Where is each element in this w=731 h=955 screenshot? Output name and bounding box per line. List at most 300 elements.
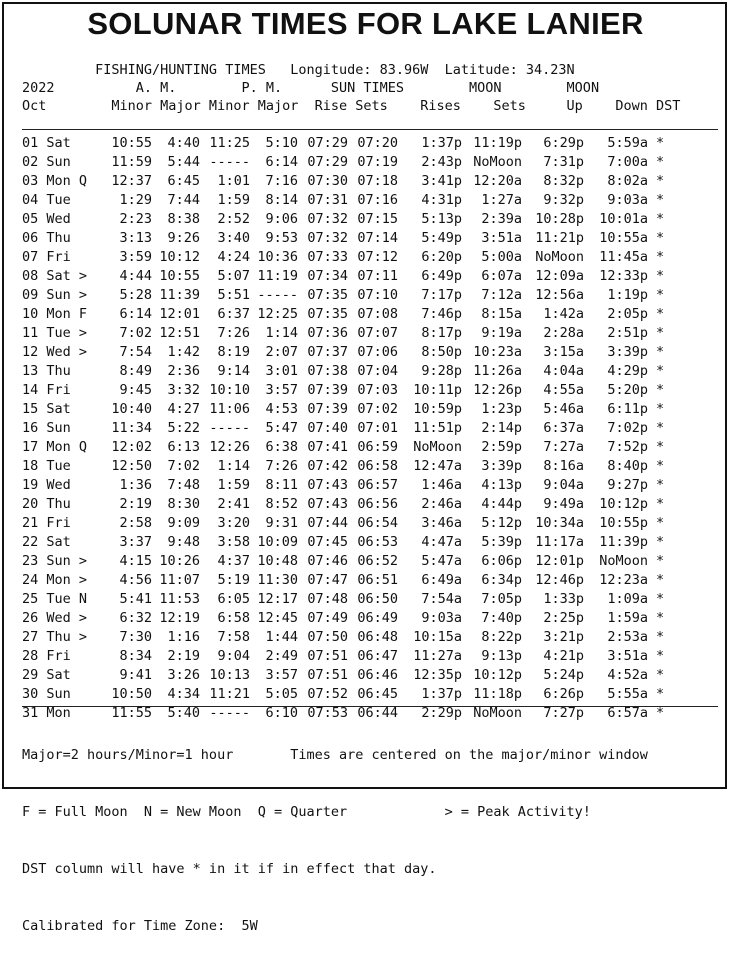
moon-set-cell: 11:26a: [473, 363, 522, 379]
dst-cell: *: [656, 705, 665, 721]
dst-cell: *: [656, 610, 665, 626]
moon-set-cell: 12:26p: [473, 382, 522, 398]
pm-major-cell: 8:52: [265, 496, 298, 512]
moon-up-cell: 6:26p: [543, 686, 584, 702]
moon-up-cell: 2:28a: [543, 325, 584, 341]
pm-minor-cell: 12:26: [209, 439, 250, 455]
date-cell: 01 Sat: [22, 135, 88, 151]
sun-set-cell: 07:16: [357, 192, 398, 208]
moon-rise-cell: 6:20p: [421, 249, 462, 265]
sun-set-cell: 07:18: [357, 173, 398, 189]
am-minor-cell: 6:32: [119, 610, 152, 626]
moon-up-cell: 5:46a: [543, 401, 584, 417]
sun-rise-cell: 07:40: [307, 420, 348, 436]
pm-minor-cell: 5:51: [217, 287, 250, 303]
moon-rise-cell: 6:49p: [421, 268, 462, 284]
moon-set-cell: 4:44p: [481, 496, 522, 512]
sun-rise-cell: 07:38: [307, 363, 348, 379]
sun-set-cell: 06:51: [357, 572, 398, 588]
moon-down-cell: 7:52p: [607, 439, 648, 455]
sun-rise-cell: 07:32: [307, 230, 348, 246]
dst-cell: *: [656, 192, 665, 208]
moon-rise-cell: 12:47a: [413, 458, 462, 474]
pm-minor-cell: 3:40: [217, 230, 250, 246]
moon-rise-cell: 9:03a: [421, 610, 462, 626]
date-cell: 25 Tue N: [22, 591, 88, 607]
date-cell: 17 Mon Q: [22, 439, 88, 455]
moon-up-cell: 7:31p: [543, 154, 584, 170]
moon-up-cell: 3:21p: [543, 629, 584, 645]
am-minor-cell: 4:44: [119, 268, 152, 284]
moon-up-cell: 3:15a: [543, 344, 584, 360]
pm-major-cell: 5:10: [265, 135, 298, 151]
moon-down-cell: 1:59a: [607, 610, 648, 626]
moon-down-cell: 2:53a: [607, 629, 648, 645]
pm-minor-cell: 1:59: [217, 477, 250, 493]
pm-major-cell: 10:36: [257, 249, 298, 265]
sun-set-cell: 06:54: [357, 515, 398, 531]
am-minor-cell: 3:13: [119, 230, 152, 246]
moon-set-cell: 11:18p: [473, 686, 522, 702]
sun-set-cell: 07:14: [357, 230, 398, 246]
sun-set-cell: 06:46: [357, 667, 398, 683]
pm-major-cell: 2:49: [265, 648, 298, 664]
am-major-cell: 6:45: [167, 173, 200, 189]
am-minor-cell: 7:02: [119, 325, 152, 341]
moon-down-cell: 5:59a: [607, 135, 648, 151]
date-cell: 22 Sat: [22, 534, 88, 550]
pm-minor-cell: 6:05: [217, 591, 250, 607]
pm-major-cell: 3:01: [265, 363, 298, 379]
dst-cell: *: [656, 515, 665, 531]
pm-major-cell: 1:44: [265, 629, 298, 645]
moon-down-cell: 10:01a: [599, 211, 648, 227]
pm-major-cell: 12:45: [257, 610, 298, 626]
sun-set-cell: 07:11: [357, 268, 398, 284]
moon-down-cell: 5:20p: [607, 382, 648, 398]
am-major-cell: 3:26: [167, 667, 200, 683]
am-minor-cell: 1:36: [119, 477, 152, 493]
pm-minor-cell: 7:58: [217, 629, 250, 645]
moon-set-cell: 7:12a: [481, 287, 522, 303]
dst-cell: *: [656, 173, 665, 189]
dst-cell: *: [656, 287, 665, 303]
moon-rise-cell: 3:41p: [421, 173, 462, 189]
moon-rise-cell: 11:51p: [413, 420, 462, 436]
legend-line-major-minor: Major=2 hours/Minor=1 hour Times are centered on the major/minor window: [22, 747, 648, 763]
sun-rise-cell: 07:32: [307, 211, 348, 227]
date-cell: 13 Thu: [22, 363, 88, 379]
am-major-cell: 7:44: [167, 192, 200, 208]
am-minor-cell: 9:45: [119, 382, 152, 398]
dst-cell: *: [656, 230, 665, 246]
pm-major-cell: 7:26: [265, 458, 298, 474]
legend: [22, 708, 648, 955]
moon-set-cell: 1:27a: [481, 192, 522, 208]
am-minor-cell: 4:15: [119, 553, 152, 569]
moon-rise-cell: 7:17p: [421, 287, 462, 303]
moon-set-cell: 1:23p: [481, 401, 522, 417]
moon-set-cell: 8:22p: [481, 629, 522, 645]
pm-minor-cell: 4:37: [217, 553, 250, 569]
sun-set-cell: 07:07: [357, 325, 398, 341]
moon-set-cell: 7:05p: [481, 591, 522, 607]
pm-minor-cell: 7:26: [217, 325, 250, 341]
date-cell: 05 Wed: [22, 211, 88, 227]
moon-up-cell: 2:25p: [543, 610, 584, 626]
moon-rise-cell: 3:46a: [421, 515, 462, 531]
date-cell: 20 Thu: [22, 496, 88, 512]
dst-cell: *: [656, 249, 665, 265]
pm-minor-cell: 10:10: [209, 382, 250, 398]
am-minor-cell: 10:50: [111, 686, 152, 702]
date-cell: 14 Fri: [22, 382, 88, 398]
am-major-cell: 12:19: [159, 610, 200, 626]
pm-minor-cell: 10:13: [209, 667, 250, 683]
am-major-cell: 5:40: [167, 705, 200, 721]
moon-up-cell: 4:21p: [543, 648, 584, 664]
moon-up-cell: 10:34a: [535, 515, 584, 531]
am-minor-cell: 11:59: [111, 154, 152, 170]
am-major-cell: 11:39: [159, 287, 200, 303]
moon-down-cell: 6:57a: [607, 705, 648, 721]
pm-major-cell: 12:17: [257, 591, 298, 607]
pm-minor-cell: 3:20: [217, 515, 250, 531]
moon-up-cell: 9:49a: [543, 496, 584, 512]
date-cell: 28 Fri: [22, 648, 88, 664]
sun-rise-cell: 07:51: [307, 648, 348, 664]
sun-set-cell: 07:06: [357, 344, 398, 360]
sun-rise-cell: 07:51: [307, 667, 348, 683]
moon-up-cell: 11:21p: [535, 230, 584, 246]
sun-set-cell: 06:58: [357, 458, 398, 474]
pm-minor-cell: 1:01: [217, 173, 250, 189]
dst-cell: *: [656, 363, 665, 379]
moon-up-cell: 4:04a: [543, 363, 584, 379]
sun-rise-cell: 07:50: [307, 629, 348, 645]
date-cell: 21 Fri: [22, 515, 88, 531]
sun-set-cell: 06:53: [357, 534, 398, 550]
moon-up-cell: 1:42a: [543, 306, 584, 322]
moon-down-cell: 4:29p: [607, 363, 648, 379]
date-cell: 03 Mon Q: [22, 173, 88, 189]
moon-down-cell: NoMoon: [599, 553, 648, 569]
legend-line-moon-codes: F = Full Moon N = New Moon Q = Quarter > = Peak Activity!: [22, 804, 591, 820]
moon-rise-cell: 8:50p: [421, 344, 462, 360]
moon-down-cell: 9:27p: [607, 477, 648, 493]
moon-set-cell: 5:00a: [481, 249, 522, 265]
sun-set-cell: 06:52: [357, 553, 398, 569]
am-minor-cell: 8:34: [119, 648, 152, 664]
moon-set-cell: 6:06p: [481, 553, 522, 569]
moon-rise-cell: 5:47a: [421, 553, 462, 569]
am-minor-cell: 6:14: [119, 306, 152, 322]
sun-set-cell: 07:01: [357, 420, 398, 436]
sun-rise-cell: 07:53: [307, 705, 348, 721]
dst-cell: *: [656, 325, 665, 341]
sun-set-cell: 06:57: [357, 477, 398, 493]
pm-minor-cell: 3:58: [217, 534, 250, 550]
dst-cell: *: [656, 135, 665, 151]
moon-up-cell: 8:16a: [543, 458, 584, 474]
sun-rise-cell: 07:29: [307, 135, 348, 151]
sun-set-cell: 06:56: [357, 496, 398, 512]
moon-set-cell: 5:39p: [481, 534, 522, 550]
moon-set-cell: 9:13p: [481, 648, 522, 664]
moon-rise-cell: 1:46a: [421, 477, 462, 493]
am-minor-cell: 7:54: [119, 344, 152, 360]
sun-rise-cell: 07:31: [307, 192, 348, 208]
moon-down-cell: 11:45a: [599, 249, 648, 265]
sun-rise-cell: 07:43: [307, 496, 348, 512]
sun-set-cell: 07:12: [357, 249, 398, 265]
am-minor-cell: 9:41: [119, 667, 152, 683]
am-minor-cell: 3:37: [119, 534, 152, 550]
moon-down-cell: 12:23a: [599, 572, 648, 588]
date-cell: 06 Thu: [22, 230, 88, 246]
am-major-cell: 7:48: [167, 477, 200, 493]
date-cell: 04 Tue: [22, 192, 88, 208]
sun-set-cell: 07:19: [357, 154, 398, 170]
dst-cell: *: [656, 401, 665, 417]
sun-set-cell: 07:10: [357, 287, 398, 303]
date-cell: 15 Sat: [22, 401, 88, 417]
sun-rise-cell: 07:36: [307, 325, 348, 341]
am-major-cell: 5:44: [167, 154, 200, 170]
moon-rise-cell: 11:27a: [413, 648, 462, 664]
moon-up-cell: 9:32p: [543, 192, 584, 208]
am-minor-cell: 2:58: [119, 515, 152, 531]
moon-rise-cell: 9:28p: [421, 363, 462, 379]
dst-cell: *: [656, 496, 665, 512]
sun-rise-cell: 07:37: [307, 344, 348, 360]
pm-major-cell: 7:16: [265, 173, 298, 189]
pm-minor-cell: 2:52: [217, 211, 250, 227]
date-cell: 27 Thu >: [22, 629, 88, 645]
sun-rise-cell: 07:39: [307, 382, 348, 398]
moon-down-cell: 3:39p: [607, 344, 648, 360]
sun-rise-cell: 07:35: [307, 287, 348, 303]
am-major-cell: 6:13: [167, 439, 200, 455]
moon-set-cell: 10:12p: [473, 667, 522, 683]
dst-cell: *: [656, 211, 665, 227]
date-cell: 12 Wed >: [22, 344, 88, 360]
moon-up-cell: 4:55a: [543, 382, 584, 398]
am-major-cell: 10:26: [159, 553, 200, 569]
moon-rise-cell: 10:59p: [413, 401, 462, 417]
pm-major-cell: 10:09: [257, 534, 298, 550]
moon-up-cell: 8:32p: [543, 173, 584, 189]
moon-down-cell: 9:03a: [607, 192, 648, 208]
pm-major-cell: 5:05: [265, 686, 298, 702]
moon-up-cell: 11:17a: [535, 534, 584, 550]
moon-rise-cell: 5:13p: [421, 211, 462, 227]
date-cell: 09 Sun >: [22, 287, 88, 303]
moon-down-cell: 10:55p: [599, 515, 648, 531]
am-major-cell: 4:27: [167, 401, 200, 417]
moon-rise-cell: 1:37p: [421, 686, 462, 702]
pm-major-cell: 8:11: [265, 477, 298, 493]
pm-minor-cell: 11:06: [209, 401, 250, 417]
moon-set-cell: 11:19p: [473, 135, 522, 151]
am-minor-cell: 10:55: [111, 135, 152, 151]
moon-down-cell: 7:00a: [607, 154, 648, 170]
moon-set-cell: 4:13p: [481, 477, 522, 493]
page-title: SOLUNAR TIMES FOR LAKE LANIER: [87, 6, 644, 41]
dst-cell: *: [656, 477, 665, 493]
moon-rise-cell: 2:43p: [421, 154, 462, 170]
moon-down-cell: 8:02a: [607, 173, 648, 189]
am-major-cell: 2:36: [167, 363, 200, 379]
am-minor-cell: 10:40: [111, 401, 152, 417]
pm-minor-cell: 5:07: [217, 268, 250, 284]
sun-rise-cell: 07:42: [307, 458, 348, 474]
pm-major-cell: 5:47: [265, 420, 298, 436]
moon-down-cell: 11:39p: [599, 534, 648, 550]
date-cell: 24 Mon >: [22, 572, 88, 588]
moon-rise-cell: 5:49p: [421, 230, 462, 246]
pm-minor-cell: 8:19: [217, 344, 250, 360]
sun-rise-cell: 07:47: [307, 572, 348, 588]
moon-up-cell: 12:01p: [535, 553, 584, 569]
dst-cell: *: [656, 420, 665, 436]
date-cell: 02 Sun: [22, 154, 88, 170]
date-cell: 29 Sat: [22, 667, 88, 683]
moon-down-cell: 7:02p: [607, 420, 648, 436]
pm-major-cell: 3:57: [265, 382, 298, 398]
moon-up-cell: 9:04a: [543, 477, 584, 493]
pm-minor-cell: 9:14: [217, 363, 250, 379]
am-major-cell: 1:42: [167, 344, 200, 360]
moon-set-cell: 2:59p: [481, 439, 522, 455]
moon-up-cell: 12:09a: [535, 268, 584, 284]
moon-set-cell: 9:19a: [481, 325, 522, 341]
moon-down-cell: 6:11p: [607, 401, 648, 417]
am-major-cell: 4:40: [167, 135, 200, 151]
pm-minor-cell: 6:37: [217, 306, 250, 322]
moon-set-cell: 7:40p: [481, 610, 522, 626]
am-minor-cell: 1:29: [119, 192, 152, 208]
sun-rise-cell: 07:43: [307, 477, 348, 493]
am-minor-cell: 4:56: [119, 572, 152, 588]
sun-rise-cell: 07:30: [307, 173, 348, 189]
moon-set-cell: 6:07a: [481, 268, 522, 284]
pm-major-cell: 3:57: [265, 667, 298, 683]
am-major-cell: 8:38: [167, 211, 200, 227]
am-major-cell: 12:01: [159, 306, 200, 322]
moon-set-cell: 3:51a: [481, 230, 522, 246]
moon-up-cell: 6:37a: [543, 420, 584, 436]
am-major-cell: 2:19: [167, 648, 200, 664]
legend-line-timezone: Calibrated for Time Zone: 5W: [22, 918, 258, 934]
dst-cell: *: [656, 439, 665, 455]
moon-down-cell: 1:19p: [607, 287, 648, 303]
moon-down-cell: 3:51a: [607, 648, 648, 664]
moon-down-cell: 10:55a: [599, 230, 648, 246]
date-cell: 19 Wed: [22, 477, 88, 493]
am-major-cell: 4:34: [167, 686, 200, 702]
dst-cell: *: [656, 154, 665, 170]
sun-rise-cell: 07:48: [307, 591, 348, 607]
date-cell: 10 Mon F: [22, 306, 88, 322]
dst-cell: *: [656, 667, 665, 683]
sun-set-cell: 06:49: [357, 610, 398, 626]
moon-rise-cell: 10:15a: [413, 629, 462, 645]
am-minor-cell: 11:34: [111, 420, 152, 436]
moon-set-cell: 3:39p: [481, 458, 522, 474]
moon-rise-cell: 10:11p: [413, 382, 462, 398]
moon-up-cell: 12:56a: [535, 287, 584, 303]
header-column-names: Oct Minor Major Minor Major Rise Sets Rises Sets Up Down DST: [22, 98, 681, 114]
moon-down-cell: 4:52a: [607, 667, 648, 683]
moon-set-cell: 10:23a: [473, 344, 522, 360]
am-major-cell: 11:53: [159, 591, 200, 607]
pm-minor-cell: 6:58: [217, 610, 250, 626]
pm-minor-cell: -----: [209, 420, 250, 436]
moon-set-cell: 5:12p: [481, 515, 522, 531]
moon-up-cell: 6:29p: [543, 135, 584, 151]
moon-rise-cell: NoMoon: [413, 439, 462, 455]
dst-cell: *: [656, 572, 665, 588]
dst-cell: *: [656, 268, 665, 284]
sun-rise-cell: 07:45: [307, 534, 348, 550]
am-minor-cell: 3:59: [119, 249, 152, 265]
date-cell: 31 Mon: [22, 705, 88, 721]
moon-set-cell: 2:14p: [481, 420, 522, 436]
am-major-cell: 9:09: [167, 515, 200, 531]
am-major-cell: 10:12: [159, 249, 200, 265]
sun-set-cell: 07:04: [357, 363, 398, 379]
moon-up-cell: NoMoon: [535, 249, 584, 265]
sun-rise-cell: 07:29: [307, 154, 348, 170]
moon-up-cell: 10:28p: [535, 211, 584, 227]
pm-major-cell: 11:19: [257, 268, 298, 284]
pm-minor-cell: -----: [209, 154, 250, 170]
dst-cell: *: [656, 553, 665, 569]
dst-cell: *: [656, 382, 665, 398]
moon-down-cell: 8:40p: [607, 458, 648, 474]
am-major-cell: 3:32: [167, 382, 200, 398]
sun-set-cell: 07:15: [357, 211, 398, 227]
moon-up-cell: 7:27p: [543, 705, 584, 721]
moon-down-cell: 10:12p: [599, 496, 648, 512]
header-location-line: FISHING/HUNTING TIMES Longitude: 83.96W Latitude: 34.23N: [22, 62, 575, 78]
am-major-cell: 10:55: [159, 268, 200, 284]
date-cell: 18 Tue: [22, 458, 88, 474]
dst-cell: *: [656, 648, 665, 664]
dst-cell: *: [656, 458, 665, 474]
am-major-cell: 7:02: [167, 458, 200, 474]
moon-set-cell: 2:39a: [481, 211, 522, 227]
moon-rise-cell: 12:35p: [413, 667, 462, 683]
dst-cell: *: [656, 306, 665, 322]
pm-minor-cell: 9:04: [217, 648, 250, 664]
am-minor-cell: 11:55: [111, 705, 152, 721]
am-minor-cell: 12:37: [111, 173, 152, 189]
moon-rise-cell: 6:49a: [421, 572, 462, 588]
date-cell: 26 Wed >: [22, 610, 88, 626]
am-major-cell: 12:51: [159, 325, 200, 341]
moon-down-cell: 1:09a: [607, 591, 648, 607]
pm-major-cell: 9:53: [265, 230, 298, 246]
moon-set-cell: 8:15a: [481, 306, 522, 322]
sun-rise-cell: 07:33: [307, 249, 348, 265]
moon-rise-cell: 7:54a: [421, 591, 462, 607]
am-minor-cell: 5:41: [119, 591, 152, 607]
am-major-cell: 1:16: [167, 629, 200, 645]
moon-up-cell: 7:27a: [543, 439, 584, 455]
moon-down-cell: 12:33p: [599, 268, 648, 284]
